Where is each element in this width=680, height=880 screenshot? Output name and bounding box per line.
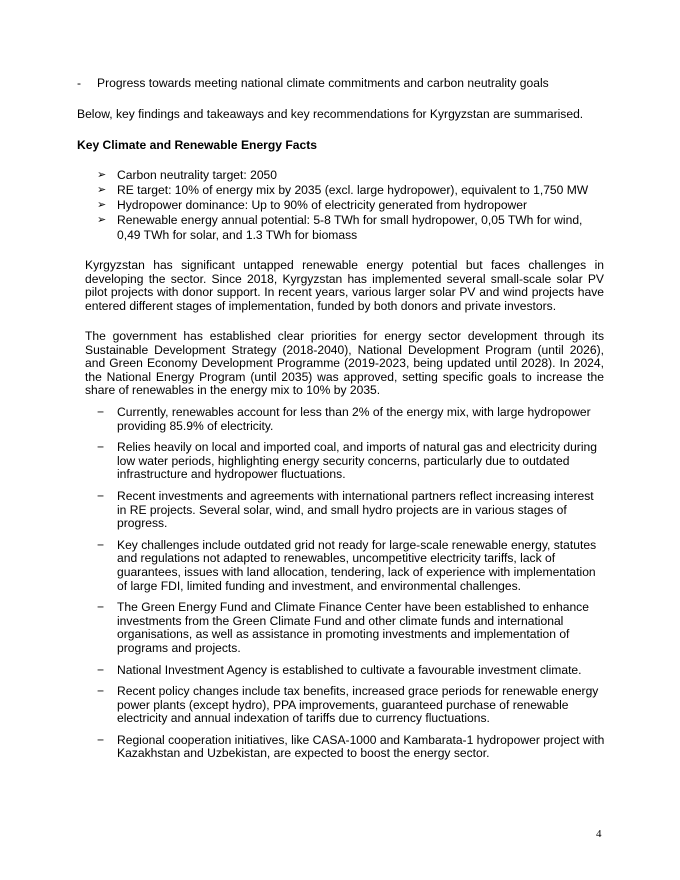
points-list [97,406,605,769]
dash-marker: - [77,76,82,90]
point-item: − Relies heavily on local and imported coal, and imports of natural gas and electricity during low water periods, highlighting energy security concerns, particularly due to outdated infrastructure and hydropower fluctuations. [97,440,597,482]
arrow-bullet-icon: ➢ [97,169,107,181]
point-item: − Recent investments and agreements with international partners reflect increasing interest in RE projects. Several solar, wind, and small hydro projects are in various stages of progress. [97,488,594,531]
dash-bullet-icon: − [97,537,105,552]
dash-bullet-icon: − [97,440,105,455]
intro-sentence: Below, key findings and takeaways and key recommendations for Kyrgyzstan are summarised. [77,107,584,121]
top-bullet-text: Progress towards meeting national climate commitments and carbon neutrality goals [97,76,549,90]
section-heading: Key Climate and Renewable Energy Facts [77,138,317,152]
page-number: 4 [596,828,602,840]
dash-bullet-icon: − [97,732,105,747]
point-item: − The Green Energy Fund and Climate Finance Center have been established to enhance investments from the Green Climate Fund and other climate funds and international organisations, as well as assistance in promoting investments and implementation of programs and projects. [97,600,589,655]
point-item: − Recent policy changes include tax benefits, increased grace periods for renewable energy power plants (except hydro), PPA improvements, guaranteed purchase of renewable electricity and annual indexation of tariffs due to currency fluctuations. [97,684,599,726]
arrow-bullet-icon: ➢ [97,214,107,226]
point-item: − Currently, renewables account for less than 2% of the energy mix, with large hydropower providing 85.9% of electricity. [97,405,591,433]
point-item: − Key challenges include outdated grid not ready for large-scale renewable energy, statutes and regulations not adapted to renewables, uncompetitive electricity tariffs, lack of guarantees, issues with land allocation, tendering, lack of experience with implementation of large FDI, limited funding and investment, and environmental challenges. [97,537,597,593]
dash-bullet-icon: − [97,488,105,503]
dash-bullet-icon: − [97,600,105,615]
fact-item: ➢ Carbon neutrality target: 2050 [97,168,278,182]
top-bullet [77,76,549,91]
fact-item: ➢ Renewable energy annual potential: 5-8 TWh for small hydropower, 0,05 TWh for wind, 0,49 TWh for solar, and 1.3 TWh for biomass [97,213,583,242]
arrow-bullet-icon: ➢ [97,199,107,211]
fact-item: ➢ Hydropower dominance: Up to 90% of electricity generated from hydropower [97,198,528,212]
point-item: − Regional cooperation initiatives, like CASA-1000 and Kambarata-1 hydropower project with Kazakhstan and Uzbekistan, are expected to boost the energy sector. [97,732,605,761]
fact-item: ➢ RE target: 10% of energy mix by 2035 (excl. large hydropower), equivalent to 1,750 MW [97,183,589,197]
dash-bullet-icon: − [97,684,105,699]
dash-bullet-icon: − [97,405,105,419]
arrow-bullet-icon: ➢ [97,184,107,196]
paragraph-government: The government has established clear priorities for energy sector development through its Sustainable Development Strategy (2018-2040), National Development Program (until 2026), and Green Economy Development Programme (2019-2023, being updated until 2028). In 2024, the National Energy Program (until 2035) was approved, setting specific goals to increase the share of renewables in the energy mix to 10% by 2035. [85,329,604,398]
paragraph-potential: Kyrgyzstan has significant untapped renewable energy potential but faces challenges in developing the sector. Since 2018, Kyrgyzstan has implemented several small-scale solar PV pilot projects with donor support. In recent years, various larger solar PV and wind projects have entered different stages of implementation, funded by both donors and private investors. [85,258,604,313]
facts-list [97,168,607,243]
dash-bullet-icon: − [97,662,105,677]
point-item: − National Investment Agency is established to cultivate a favourable investment climate. [97,662,582,677]
